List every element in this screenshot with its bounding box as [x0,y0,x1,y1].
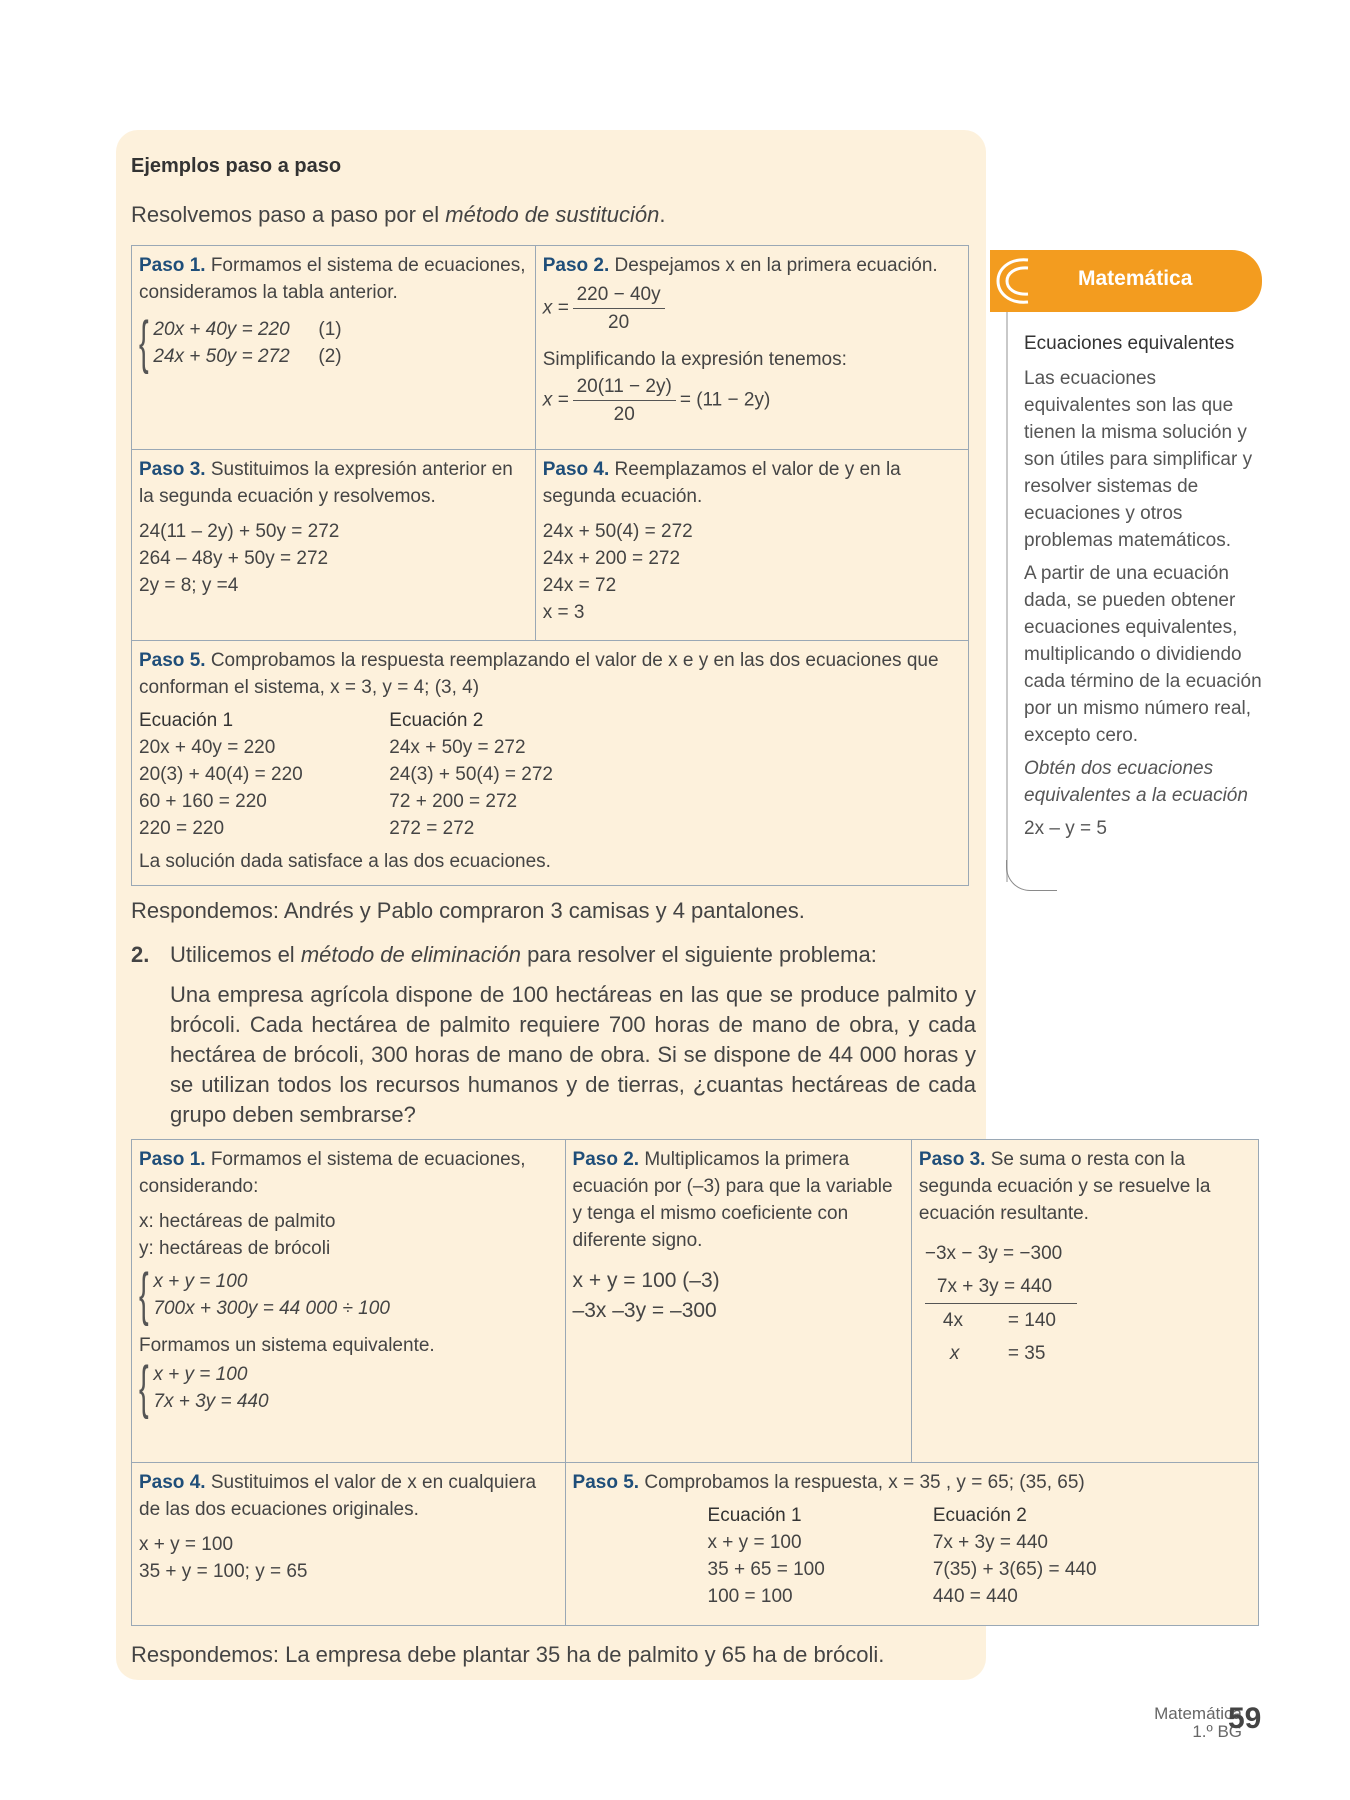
ex1-eq2-check: Ecuación 2 24x + 50y = 272 24(3) + 50(4) = 272 72 + 200 = 272 272 = 272 [389,710,553,839]
section-c-icon [990,250,1034,312]
elimination-sum: −3x − 3y = −300 7x + 3y = 440 4x = 140 x = 35 [925,1237,1251,1370]
sidebar-note [990,250,1262,920]
ex2-step4: Paso 4. Sustituimos el valor de x en cualquiera de las dos ecuaciones originales. x + y = 100 35 + y = 100; y = 65 [132,1463,566,1626]
example1-table [131,245,969,886]
ex1-step5: Paso 5. Comprobamos la respuesta reemplazando el valor de x e y en las dos ecuaciones que conforman el sistema, x = 3, y = 4; (3, 4) Ecuación 1 20x + 40y = 220 20(3) + 40(4) = 220 60 + 160 = 220 220 = 220 Ecuación 2 24x + 50y = 272 24(3) + 50(4) = 272 72 + 200 = 272 272 = 272 La solución dada satisface a las dos ecuaciones. [132,641,969,886]
brace-icon: { [139,310,149,375]
ex1-step1: Paso 1. Formamos el sistema de ecuaciones, consideramos la tabla anterior. { 20x + 40y = 220 (1) 24x + 50y = 272 (2) [132,246,536,450]
answer-1: Respondemos: Andrés y Pablo compraron 3 camisas y 4 pantalones. [131,898,805,923]
sidebar-body: Ecuaciones equivalentes Las ecuaciones equivalentes son las que tienen la misma solución y son útiles para simplificar y resolver sistemas de ecuaciones y otros problemas matemáticos. A partir de una ecuación dada, se pueden obtener ecuaciones equivalentes, multiplicando o dividiendo cada término de la ecuación por un mismo número real, excepto cero. Obtén dos ecuaciones equivalentes a la ecuación 2x – y = 5 [1024,330,1264,848]
ex2-step5: Paso 5. Comprobamos la respuesta, x = 35 , y = 65; (35, 65) Ecuación 1 x + y = 100 35 + 65 = 100 100 = 100 Ecuación 2 7x + 3y = 440 7(35) + 3(65) = 440 440 = 440 [565,1463,1258,1626]
ex1-step3: Paso 3. Sustituimos la expresión anterior en la segunda ecuación y resolvemos. 24(11 – 2y) + 50y = 272 264 – 48y + 50y = 272 2y = 8; y =4 [132,450,536,641]
sidebar-corner [1006,860,1057,891]
brace-icon: { [139,1262,149,1327]
page-number: 59 [1228,1702,1262,1735]
ex2-eq2-check: Ecuación 2 7x + 3y = 440 7(35) + 3(65) = 440 440 = 440 [932,1505,1097,1607]
sidebar-heading: Ecuaciones equivalentes [1024,333,1235,354]
problem-2-statement: Una empresa agrícola dispone de 100 hectáreas en las que se produce palmito y brócoli. Cada hectárea de palmito requiere 700 horas de mano de obra, y cada hectárea de brócoli, 300 horas de mano de obra. Si se dispone de 44 000 horas y se utilizan todos los recursos humanos y de tierras, ¿cuantas hectáreas de cada grupo deben sembrarse? [170,982,976,1127]
ex1-step4: Paso 4. Reemplazamos el valor de y en la segunda ecuación. 24x + 50(4) = 272 24x + 200 = 272 24x = 72 x = 3 [535,450,968,641]
simplify-text: Simplificando la expresión tenemos: [542,349,847,370]
ex1-conclusion: La solución dada satisface a las dos ecuaciones. [139,851,551,872]
sidebar-tab: Matemática [990,250,1262,312]
ex1-step2: Paso 2. Despejamos x en la primera ecuación. x = $\frac{220 - 40y}{20}$ Simplificando la expresión tenemos: x = $\frac{20(11 - 2y)}{20}$ = (11 − 2y) [535,246,968,450]
footer-subject: Matemática 1.º BG [1154,1704,1242,1741]
sidebar-line [1006,312,1008,882]
ex2-step2: Paso 2. Multiplicamos la primera ecuación por (–3) para que la variable y tenga el mismo coeficiente con diferente signo. x + y = 100 (–3) –3x –3y = –300 [565,1140,911,1463]
intro-text: Resolvemos paso a paso por el método de sustitución. [131,202,666,227]
ex2-eq1-check: Ecuación 1 x + y = 100 35 + 65 = 100 100 = 100 [707,1505,825,1607]
brace-icon: { [139,1355,149,1420]
ex2-step3: Paso 3. Se suma o resta con la segunda ecuación y se resuelve la ecuación resultante. −3x − 3y = −300 7x + 3y = 440 4x = 140 x = 35 [911,1140,1258,1463]
example2-table [131,1139,1259,1626]
answer-2: Respondemos: La empresa debe plantar 35 ha de palmito y 65 ha de brócoli. [131,1642,885,1667]
ex1-eq1-check: Ecuación 1 20x + 40y = 220 20(3) + 40(4) = 220 60 + 160 = 220 220 = 220 [139,710,303,839]
ex2-step1: Paso 1. Formamos el sistema de ecuaciones, considerando: x: hectáreas de palmito y: hectáreas de brócoli { x + y = 100 700x + 300y = 44 000 ÷ 100 Formamos un sistema equivalente. { x + y = 100 7x + 3y = 440 [132,1140,566,1463]
section-title: Ejemplos paso a paso [131,155,342,177]
ex1-system: { 20x + 40y = 220 (1) 24x + 50y = 272 (2) [139,310,342,375]
